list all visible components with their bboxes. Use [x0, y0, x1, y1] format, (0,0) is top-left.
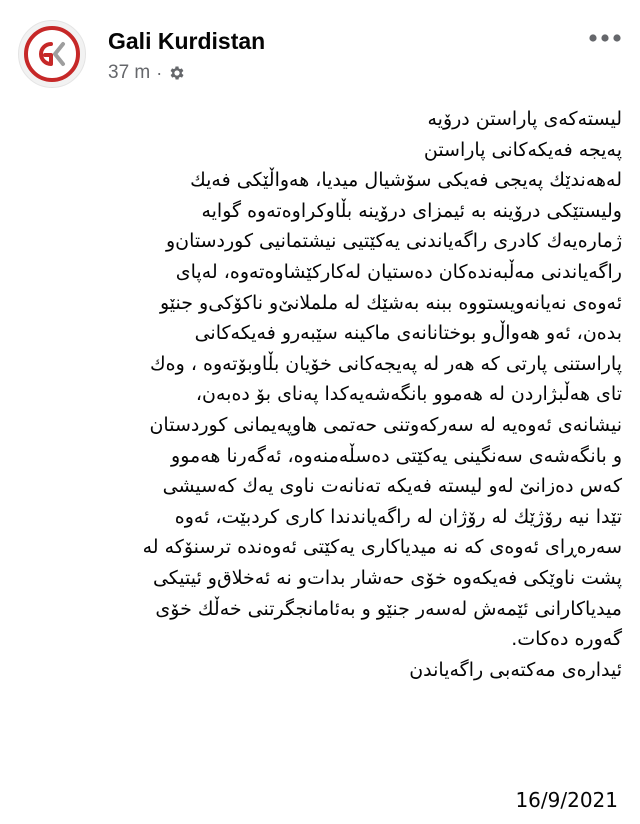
post-body: [12, 104, 622, 685]
post-line: تای هەڵبژاردن لە هەموو بانگەشەیەکدا پەنای بۆ دەبەن،: [195, 383, 622, 406]
post-line: راگەیاندنی مەڵبەندەکان دەستیان لەکارکێشاوەتەوە، لەپای: [175, 260, 622, 283]
post-signature: ئیدارەی مەکتەبی راگەیاندن: [409, 658, 622, 681]
author-name[interactable]: Gali Kurdistan: [108, 28, 266, 54]
post-line: و بانگەشەی سەنگینی یەکێتی دەسڵەمنەوە، ئەگەرنا هەموو: [171, 444, 622, 467]
post-line: ژمارەیەك كادری راگەیاندنی یەکێتیی نیشتمانیی کوردستان‌و: [165, 230, 622, 253]
post-line: پشت ناوێکی فەیکەوە خۆی حەشار بدات‌و نە ئەخلاق‌و ئیتیکی: [152, 566, 622, 589]
more-options-icon: [588, 33, 622, 43]
post-meta: [108, 62, 186, 84]
gear-icon[interactable]: [168, 64, 186, 82]
more-options-button[interactable]: [582, 20, 622, 56]
post-line: ئەوەی نەیانەویستووە ببنە بەشێك لە ململانێ‌و ناکۆکی‌و جنێو: [159, 291, 622, 314]
post-date: 16/9/2021: [515, 788, 618, 812]
post-line: بدەن، ئەو هەواڵ‌و بوختانانەی ماکینە سێبەرو فەیکەکانی: [194, 322, 622, 345]
post-line: ولیستێکی درۆینە بە ئیمزای درۆینە بڵاوکراوەتەوە گوایە: [201, 199, 622, 222]
post-line: کەس دەزانێ لەو لیستە فەیکە تەنانەت ناوی یەك کەسیشی: [162, 475, 622, 498]
post-header: [18, 20, 640, 90]
post-line: میدیاکارانی ئێمەش لەسەر جنێو و بەئامانجگرتنی خەڵك خۆی: [155, 597, 622, 620]
post-line: تێدا نیە رۆژێك لە رۆژان لە راگەیاندندا کاری کردبێت، ئەوە: [174, 505, 622, 528]
post-line: سەرەڕای ئەوەی کە نە میدیاکاری یەکێتی ئەوەندە ترسنۆکە لە: [142, 536, 622, 559]
post-line: لیستەکەی پاراستن درۆیە: [427, 108, 622, 130]
post-line: پاراستنی پارتی کە هەر لە پەیجەکانی خۆیان بڵاوبۆتەوە ، وەك: [149, 352, 622, 375]
avatar[interactable]: [18, 20, 86, 88]
post-line: نیشانەی ئەوەیە لە سەرکەوتنی حەتمی هاوپەیمانی کوردستان: [149, 413, 622, 436]
gk-logo-icon: [22, 24, 82, 84]
post-line: گەورە دەکات.: [511, 628, 622, 651]
post-line: لەهەندێك پەیجی فەیکی سۆشیال میدیا، هەواڵێکی فەیك: [190, 169, 622, 192]
meta-separator: ·: [156, 62, 163, 83]
post-time[interactable]: 37 m: [108, 62, 151, 83]
post-line: پەیجە فەیکەکانی پاراستن: [423, 138, 622, 161]
